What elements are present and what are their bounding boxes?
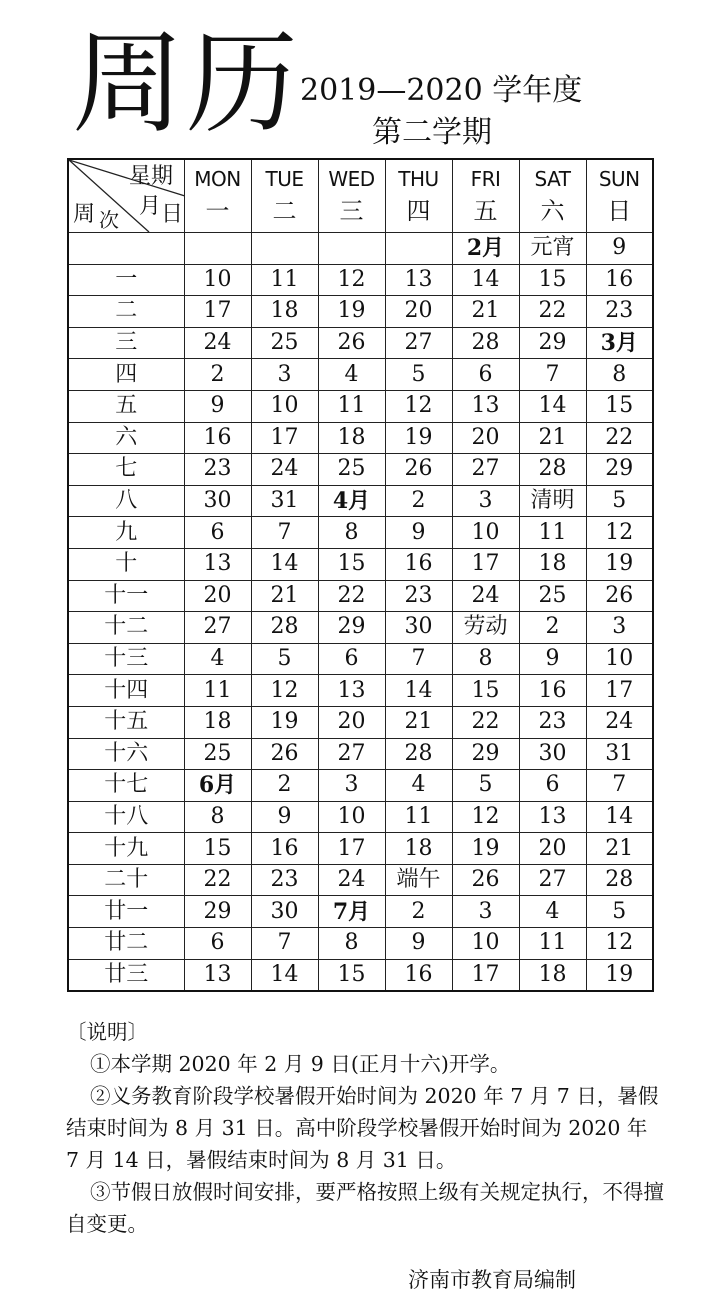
school-year: 2019—2020 学年度 (300, 73, 583, 108)
corner-week-label: 周 (73, 202, 96, 227)
date-cell: 28 (452, 327, 519, 359)
date-cell: 13 (452, 390, 519, 422)
date-cell: 16 (184, 422, 251, 454)
date-cell: 5 (586, 485, 653, 517)
date-cell: 20 (318, 706, 385, 738)
date-cell: 9 (519, 643, 586, 675)
date-cell: 26 (385, 454, 452, 486)
date-cell: 23 (184, 454, 251, 486)
date-cell: 9 (251, 801, 318, 833)
date-cell (318, 233, 385, 265)
date-cell: 5 (251, 643, 318, 675)
date-cell: 26 (251, 738, 318, 770)
date-cell: 13 (385, 264, 452, 296)
date-cell: 10 (586, 643, 653, 675)
date-cell: 16 (519, 675, 586, 707)
date-cell: 21 (385, 706, 452, 738)
week-row (68, 675, 653, 707)
date-cell: 11 (184, 675, 251, 707)
date-cell: 17 (184, 296, 251, 328)
date-cell: 13 (184, 959, 251, 991)
date-cell: 3 (586, 612, 653, 644)
note-item-1: ①本学期 2020 年 2 月 9 日(正月十六)开学。 (90, 1052, 511, 1076)
date-cell: 21 (452, 296, 519, 328)
date-cell: 30 (184, 485, 251, 517)
date-cell: 6 (184, 928, 251, 960)
date-cell: 26 (586, 580, 653, 612)
date-cell: 8 (318, 928, 385, 960)
date-cell: 17 (586, 675, 653, 707)
day-header-zh: 四 (406, 196, 431, 225)
week-number-cell: 十二 (68, 612, 184, 644)
date-cell: 24 (586, 706, 653, 738)
date-cell: 21 (251, 580, 318, 612)
date-cell: 29 (318, 612, 385, 644)
day-header-fri (452, 159, 519, 233)
corner-day-label: 日 (161, 202, 184, 227)
date-cell: 8 (452, 643, 519, 675)
day-header-en: MON (194, 166, 241, 191)
date-cell: 12 (586, 517, 653, 549)
date-cell: 19 (586, 548, 653, 580)
week-row (68, 327, 653, 359)
week-number-cell: 廿三 (68, 959, 184, 991)
day-header-en: FRI (470, 166, 501, 191)
date-cell: 20 (184, 580, 251, 612)
date-cell: 16 (586, 264, 653, 296)
day-header-en: TUE (265, 166, 304, 191)
week-row (68, 517, 653, 549)
week-row (68, 770, 653, 802)
date-cell: 28 (385, 738, 452, 770)
date-cell: 2 (184, 359, 251, 391)
date-cell: 29 (452, 738, 519, 770)
date-cell: 10 (251, 390, 318, 422)
date-cell: 6 (318, 643, 385, 675)
date-cell: 24 (318, 864, 385, 896)
date-cell: 3 (251, 359, 318, 391)
date-cell: 7 (519, 359, 586, 391)
week-number-cell: 十七 (68, 770, 184, 802)
date-cell: 10 (452, 517, 519, 549)
date-cell: 22 (586, 422, 653, 454)
date-cell: 25 (519, 580, 586, 612)
week-number-cell: 一 (68, 264, 184, 296)
day-header-mon (184, 159, 251, 233)
date-cell: 18 (251, 296, 318, 328)
header-row (68, 159, 653, 233)
date-cell: 24 (251, 454, 318, 486)
date-cell: 29 (184, 896, 251, 928)
week-row (68, 896, 653, 928)
corner-weekday-label: 星期 (129, 164, 174, 189)
day-header-tue (251, 159, 318, 233)
notes-section (66, 1016, 666, 1240)
date-cell: 18 (184, 706, 251, 738)
date-cell: 10 (184, 264, 251, 296)
date-cell: 20 (385, 296, 452, 328)
day-header-zh: 三 (339, 196, 364, 225)
date-cell: 5 (452, 770, 519, 802)
date-cell: 6月 (184, 770, 251, 802)
week-number-cell: 十三 (68, 643, 184, 675)
date-cell: 2月 (452, 233, 519, 265)
date-cell: 18 (385, 833, 452, 865)
day-header-en: SUN (598, 166, 640, 191)
date-cell: 8 (586, 359, 653, 391)
week-number-cell: 廿二 (68, 928, 184, 960)
date-cell: 25 (184, 738, 251, 770)
date-cell: 15 (318, 959, 385, 991)
day-header-thu (385, 159, 452, 233)
week-row (68, 928, 653, 960)
date-cell: 12 (452, 801, 519, 833)
date-cell: 劳动 (452, 612, 519, 644)
date-cell: 7 (251, 928, 318, 960)
date-cell: 22 (318, 580, 385, 612)
date-cell: 11 (385, 801, 452, 833)
date-cell: 27 (452, 454, 519, 486)
date-cell: 端午 (385, 864, 452, 896)
date-cell: 14 (452, 264, 519, 296)
date-cell: 7 (385, 643, 452, 675)
date-cell: 13 (318, 675, 385, 707)
date-cell: 15 (452, 675, 519, 707)
date-cell: 4 (318, 359, 385, 391)
date-cell: 23 (385, 580, 452, 612)
date-cell: 27 (184, 612, 251, 644)
note-item-2: ②义务教育阶段学校暑假开始时间为 2020 年 7 月 7 日，暑假结束时间为 8 月 31 日。高中阶段学校暑假开始时间为 2020 年 7 月 14 日，暑假结束时间为 8 月 31 日。 (66, 1084, 659, 1172)
week-number-cell: 十六 (68, 738, 184, 770)
day-header-wed (318, 159, 385, 233)
week-row (68, 359, 653, 391)
date-cell: 23 (586, 296, 653, 328)
date-cell: 10 (318, 801, 385, 833)
week-number-cell: 三 (68, 327, 184, 359)
week-row (68, 706, 653, 738)
date-cell: 9 (385, 928, 452, 960)
date-cell: 26 (318, 327, 385, 359)
date-cell: 28 (251, 612, 318, 644)
day-header-sun (586, 159, 653, 233)
date-cell: 7月 (318, 896, 385, 928)
date-cell: 24 (184, 327, 251, 359)
week-number-cell: 四 (68, 359, 184, 391)
date-cell: 30 (519, 738, 586, 770)
date-cell: 3月 (586, 327, 653, 359)
date-cell: 2 (385, 896, 452, 928)
date-cell: 28 (586, 864, 653, 896)
date-cell: 30 (251, 896, 318, 928)
date-cell: 10 (452, 928, 519, 960)
week-row (68, 296, 653, 328)
date-cell: 9 (184, 390, 251, 422)
week-row (68, 801, 653, 833)
notes-heading: 〔说明〕 (66, 1020, 148, 1044)
date-cell: 28 (519, 454, 586, 486)
date-cell: 2 (385, 485, 452, 517)
date-cell: 19 (385, 422, 452, 454)
date-cell: 6 (452, 359, 519, 391)
date-cell: 2 (519, 612, 586, 644)
week-number-cell: 十一 (68, 580, 184, 612)
week-row (68, 738, 653, 770)
date-cell: 14 (251, 548, 318, 580)
date-cell: 15 (184, 833, 251, 865)
week-row (68, 580, 653, 612)
week-number-cell: 十四 (68, 675, 184, 707)
date-cell: 元宵 (519, 233, 586, 265)
week-number-cell: 七 (68, 454, 184, 486)
date-cell: 24 (452, 580, 519, 612)
date-cell (184, 233, 251, 265)
day-header-zh: 二 (272, 196, 297, 225)
date-cell: 4月 (318, 485, 385, 517)
date-cell: 12 (586, 928, 653, 960)
week-number-cell: 十五 (68, 706, 184, 738)
date-cell: 15 (519, 264, 586, 296)
date-cell: 22 (184, 864, 251, 896)
date-cell: 11 (519, 928, 586, 960)
term-label: 第二学期 (372, 115, 492, 150)
week-number-cell (68, 233, 184, 265)
date-cell: 12 (318, 264, 385, 296)
day-header-zh: 六 (540, 196, 565, 225)
date-cell: 3 (452, 485, 519, 517)
week-number-cell: 十 (68, 548, 184, 580)
week-row (68, 485, 653, 517)
date-cell: 19 (586, 959, 653, 991)
date-cell: 清明 (519, 485, 586, 517)
note-item-3: ③节假日放假时间安排，要严格按照上级有关规定执行，不得擅自变更。 (66, 1180, 664, 1236)
week-number-cell: 九 (68, 517, 184, 549)
date-cell: 17 (318, 833, 385, 865)
week-number-cell: 五 (68, 390, 184, 422)
date-cell: 16 (251, 833, 318, 865)
week-row (68, 390, 653, 422)
date-cell: 17 (452, 959, 519, 991)
date-cell: 27 (519, 864, 586, 896)
date-cell: 4 (519, 896, 586, 928)
week-row (68, 454, 653, 486)
date-cell: 6 (184, 517, 251, 549)
day-header-sat (519, 159, 586, 233)
date-cell: 6 (519, 770, 586, 802)
date-cell: 8 (318, 517, 385, 549)
date-cell: 19 (452, 833, 519, 865)
date-cell: 20 (452, 422, 519, 454)
date-cell: 9 (586, 233, 653, 265)
date-cell: 7 (586, 770, 653, 802)
date-cell: 27 (318, 738, 385, 770)
date-cell: 23 (519, 706, 586, 738)
date-cell: 14 (385, 675, 452, 707)
page-title: 周历 (72, 19, 300, 149)
date-cell: 3 (452, 896, 519, 928)
date-cell: 15 (586, 390, 653, 422)
week-row (68, 548, 653, 580)
date-cell: 21 (586, 833, 653, 865)
week-number-cell: 六 (68, 422, 184, 454)
day-header-en: SAT (534, 166, 571, 191)
corner-ci-label: 次 (99, 208, 119, 232)
week-row (68, 864, 653, 896)
date-cell: 16 (385, 959, 452, 991)
week-number-cell: 二十 (68, 864, 184, 896)
date-cell: 14 (251, 959, 318, 991)
date-cell: 11 (318, 390, 385, 422)
week-number-cell: 廿一 (68, 896, 184, 928)
date-cell: 30 (385, 612, 452, 644)
date-cell: 12 (385, 390, 452, 422)
date-cell: 11 (519, 517, 586, 549)
week-number-cell: 十八 (68, 801, 184, 833)
date-cell: 17 (251, 422, 318, 454)
week-row (68, 612, 653, 644)
week-number-cell: 十九 (68, 833, 184, 865)
date-cell: 18 (318, 422, 385, 454)
date-cell: 15 (318, 548, 385, 580)
day-header-zh: 一 (205, 196, 230, 225)
publisher-credit: 济南市教育局编制 (408, 1268, 576, 1292)
date-cell: 2 (251, 770, 318, 802)
date-cell: 31 (251, 485, 318, 517)
date-cell: 4 (184, 643, 251, 675)
date-cell: 29 (586, 454, 653, 486)
date-cell (251, 233, 318, 265)
date-cell: 31 (586, 738, 653, 770)
date-cell: 25 (318, 454, 385, 486)
date-cell: 19 (318, 296, 385, 328)
date-cell: 27 (385, 327, 452, 359)
corner-cell (68, 159, 184, 233)
week-row (68, 643, 653, 675)
date-cell: 9 (385, 517, 452, 549)
date-cell: 3 (318, 770, 385, 802)
week-number-cell: 二 (68, 296, 184, 328)
week-row (68, 264, 653, 296)
day-header-zh: 日 (607, 196, 632, 225)
day-header-en: WED (328, 166, 375, 191)
date-cell: 14 (519, 390, 586, 422)
date-cell: 4 (385, 770, 452, 802)
date-cell: 5 (385, 359, 452, 391)
date-cell: 25 (251, 327, 318, 359)
date-cell (385, 233, 452, 265)
week-number-cell: 八 (68, 485, 184, 517)
date-cell: 18 (519, 548, 586, 580)
date-cell: 11 (251, 264, 318, 296)
day-header-zh: 五 (473, 196, 498, 225)
date-cell: 13 (184, 548, 251, 580)
date-cell: 22 (452, 706, 519, 738)
date-cell: 12 (251, 675, 318, 707)
date-cell: 5 (586, 896, 653, 928)
week-calendar-table (67, 158, 654, 992)
day-header-en: THU (398, 166, 439, 191)
date-cell: 19 (251, 706, 318, 738)
date-cell: 16 (385, 548, 452, 580)
week-row (68, 233, 653, 265)
date-cell: 29 (519, 327, 586, 359)
date-cell: 13 (519, 801, 586, 833)
date-cell: 7 (251, 517, 318, 549)
date-cell: 26 (452, 864, 519, 896)
corner-month-label: 月 (139, 194, 162, 219)
date-cell: 22 (519, 296, 586, 328)
week-row (68, 959, 653, 991)
date-cell: 23 (251, 864, 318, 896)
date-cell: 20 (519, 833, 586, 865)
date-cell: 21 (519, 422, 586, 454)
date-cell: 14 (586, 801, 653, 833)
date-cell: 18 (519, 959, 586, 991)
date-cell: 17 (452, 548, 519, 580)
week-row (68, 422, 653, 454)
week-row (68, 833, 653, 865)
date-cell: 8 (184, 801, 251, 833)
